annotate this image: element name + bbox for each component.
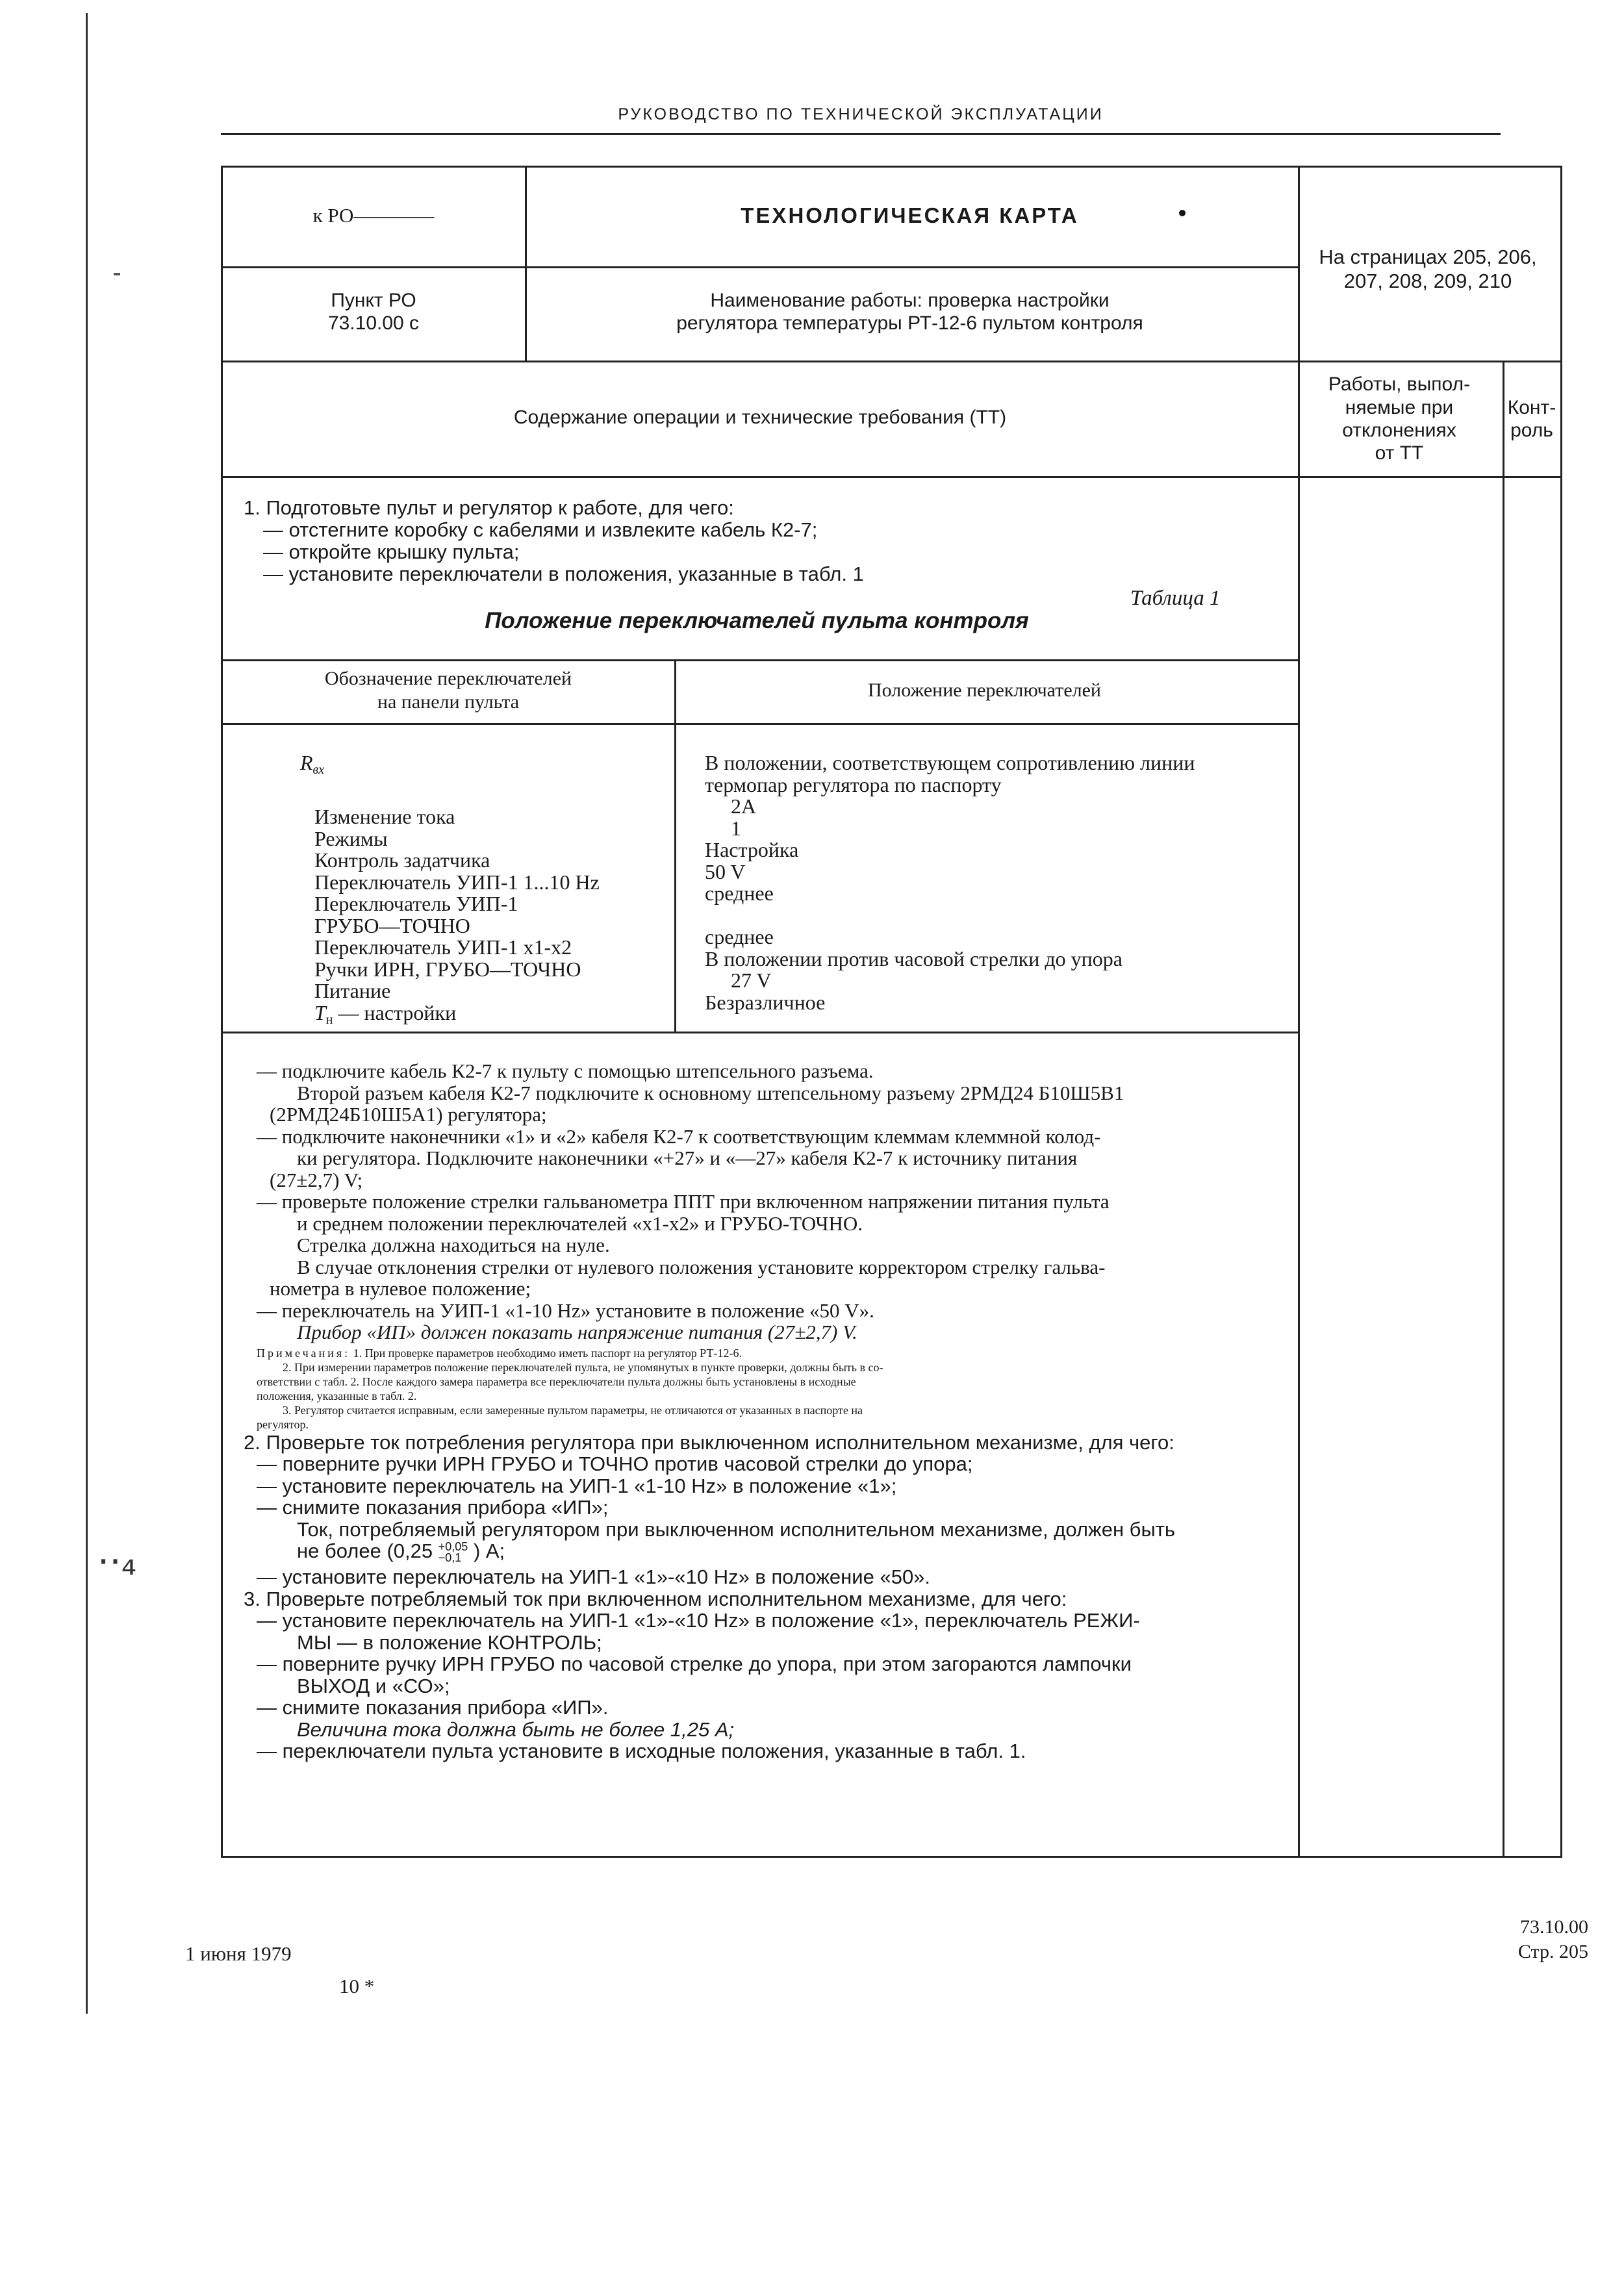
notes-block	[244, 1346, 1283, 1432]
table-row: ГРУБО—ТОЧНО	[314, 913, 470, 937]
header-line: отклонениях	[1342, 420, 1456, 441]
instruction-line: — установите переключатель на УИП-1 «1»-«10 Hz» в положение «1», переключатель РЕЖИ-	[257, 1609, 1140, 1632]
rbx-subscript: вх	[312, 763, 325, 777]
work-name	[525, 266, 1295, 357]
procedure-body	[244, 1060, 1283, 1762]
tn-label: — настройки	[333, 1000, 457, 1024]
table-row: Режимы	[314, 826, 388, 850]
section-heading: 2. Проверьте ток потребления регулятора при выключенном исполнительном механизме, для чего:	[244, 1430, 1174, 1454]
current-limit-unit: ) A;	[473, 1539, 505, 1562]
note-line: регулятор.	[257, 1417, 309, 1431]
table-switch-names	[300, 751, 664, 1027]
instruction-line: — установите переключатель на УИП-1 «1-10 Hz» в положение «1»;	[257, 1474, 897, 1497]
running-header: РУКОВОДСТВО ПО ТЕХНИЧЕСКОЙ ЭКСПЛУАТАЦИИ	[618, 105, 1104, 123]
grid-line	[1503, 362, 1504, 1856]
header-line: на панели пульта	[377, 690, 520, 713]
instruction-line: — установите переключатели в положения, указанные в табл. 1	[263, 563, 864, 585]
table-row: Контроль задатчика	[314, 848, 490, 872]
instruction-line: нометра в нулевое положение;	[270, 1277, 531, 1300]
table-row: Ручки ИРН, ГРУБО—ТОЧНО	[314, 957, 581, 981]
instruction-line: Второй разъем кабеля К2-7 подключите к основному штепсельному разъему 2РМД24 Б10Ш5В1	[297, 1081, 1124, 1104]
note-line: 3. Регулятор считается исправным, если замеренные пультом параметры, не отличаются от указанных в паспорте на	[283, 1403, 863, 1417]
current-limit-line	[244, 1540, 1283, 1566]
table-row	[300, 751, 664, 777]
work-name-line: регулятора температуры РТ-12-6 пультом контроля	[676, 312, 1143, 334]
tolerance-upper: +0,05	[438, 1539, 468, 1553]
instruction-line: (27±2,7) V;	[270, 1168, 363, 1191]
table-row: термопар регулятора по паспорту	[705, 772, 1002, 796]
pages-list: На страницах 205, 206, 207, 208, 209, 210	[1319, 246, 1537, 292]
current-limit-text: не более (0,25	[297, 1539, 433, 1562]
header-line: Обозначение переключателей	[324, 668, 572, 690]
instruction-line: — проверьте положение стрелки гальванометра ППТ при включенном напряжении питания пульта	[257, 1190, 1110, 1213]
header-line: от ТТ	[1375, 442, 1424, 464]
section-heading: 1. Подготовьте пульт и регулятор к работе, для чего:	[244, 496, 734, 519]
table-row: В положении против часовой стрелки до упора	[705, 946, 1123, 970]
instruction-line: — подключите кабель К2-7 к пульту с помощью штепсельного разъема.	[257, 1059, 874, 1082]
instruction-line: — снимите показания прибора «ИП».	[257, 1696, 609, 1719]
table-row: Переключатель УИП-1 1...10 Hz	[314, 870, 600, 894]
instruction-line: Прибор «ИП» должен показать напряжение питания (27±2,7) V.	[297, 1321, 857, 1343]
grid-line	[223, 476, 1562, 478]
section-1	[244, 497, 1270, 585]
ro-item	[224, 266, 523, 357]
instruction-line: В случае отклонения стрелки от нулевого положения установите корректором стрелку гальва-	[297, 1255, 1106, 1278]
work-name-line: Наименование работы: проверка настройки	[710, 289, 1110, 311]
binding-mark	[114, 273, 120, 275]
column-content-header: Содержание операции и технические требования (ТТ)	[513, 406, 1007, 428]
table-row: Безразличное	[705, 990, 826, 1014]
footer-sheet-number: 10 *	[339, 1975, 375, 1997]
note-1: 1. При проверке параметров необходимо иметь паспорт на регулятор РТ-12-6.	[350, 1346, 742, 1360]
table-row: 1	[731, 816, 741, 840]
table-col-designation	[224, 659, 672, 721]
instruction-line: ВЫХОД и «СО»;	[297, 1674, 450, 1697]
instruction-line: — переключатель на УИП-1 «1-10 Hz» установите в положение «50 V».	[257, 1299, 874, 1322]
note-line: ответствии с табл. 2. После каждого замера параметра все переключатели пульта должны быть установлены в исходные	[257, 1375, 856, 1388]
table-row: Питание	[314, 979, 391, 1002]
instruction-line: — подключите наконечники «1» и «2» кабеля К2-7 к соответствующим клеммам клеммной колод-	[257, 1124, 1101, 1148]
table-switch-positions	[705, 752, 1289, 1013]
instruction-line: МЫ — в положение КОНТРОЛЬ;	[297, 1630, 602, 1654]
tn-subscript: н	[325, 1012, 333, 1027]
tn-symbol: Т	[314, 1000, 326, 1024]
note-line: положения, указанные в табл. 2.	[257, 1389, 417, 1402]
grid-line	[223, 1032, 1298, 1033]
header-line: Конт-	[1507, 396, 1556, 418]
header-rule	[221, 133, 1501, 135]
footer-page-number: Стр. 205	[1517, 1941, 1588, 1962]
instruction-line: — отстегните коробку с кабелями и извлеките кабель К2-7;	[263, 518, 818, 541]
header-line: роль	[1510, 420, 1553, 441]
instruction-line: Величина тока должна быть не более 1,25 A;	[297, 1717, 735, 1741]
tolerance-lower: −0,1	[438, 1551, 462, 1564]
notes-label: Примечания:	[257, 1346, 351, 1360]
table-row	[300, 1000, 664, 1027]
table-row: Изменение тока	[314, 805, 455, 828]
table-row: Переключатель УИП-1	[314, 892, 518, 915]
table-row	[705, 905, 1289, 927]
tolerance	[438, 1541, 468, 1564]
table-row: среднее	[705, 925, 774, 948]
table-row: Переключатель УИП-1 x1-x2	[314, 935, 572, 959]
table-caption: Таблица 1	[1130, 587, 1221, 610]
ro-item-number: 73.10.00 с	[327, 312, 420, 334]
card-title: ТЕХНОЛОГИЧЕСКАЯ КАРТА	[741, 203, 1079, 228]
instruction-line: — откройте крышку пульта;	[263, 540, 520, 563]
table-row: 2A	[731, 794, 757, 818]
footer-date: 1 июня 1979	[185, 1942, 292, 1965]
column-deviations-header	[1298, 364, 1501, 474]
instruction-line: — поверните ручки ИРН ГРУБО и ТОЧНО против часовой стрелки до упора;	[257, 1452, 973, 1475]
table-col-position: Положение переключателей	[868, 679, 1101, 701]
grid-line	[223, 723, 1298, 725]
header-line: Работы, выпол-	[1328, 374, 1471, 396]
rbx-symbol: R	[300, 751, 313, 774]
ro-reference: к РО————	[312, 204, 435, 227]
instruction-line: (2РМД24Б10Ш5А1) регулятора;	[270, 1103, 547, 1126]
header-line: няемые при	[1345, 396, 1454, 418]
margin-handwritten-mark: ⋅⋅₄	[97, 1539, 137, 1584]
table-row: Настройка	[705, 838, 799, 861]
footer-doc-code: 73.10.00	[1520, 1916, 1588, 1938]
note-line: 2. При измерении параметров положение переключателей пульта, не упомянутых в пункте проверки, должны быть в со-	[283, 1360, 883, 1374]
column-control-header	[1503, 364, 1561, 474]
title-dot	[1179, 210, 1186, 216]
instruction-line: Ток, потребляемый регулятором при выключенном исполнительном механизме, должен быть	[297, 1517, 1176, 1541]
table-row: 27 V	[731, 969, 772, 992]
ro-item-label: Пункт РО	[331, 289, 416, 311]
section-heading: 3. Проверьте потребляемый ток при включенном исполнительном механизме, для чего:	[244, 1587, 1067, 1610]
table-row: 50 V	[705, 859, 746, 883]
instruction-line: — установите переключатель на УИП-1 «1»-«10 Hz» в положение «50».	[257, 1565, 931, 1588]
binding-line	[86, 13, 88, 2014]
footer-page-info	[1465, 1915, 1588, 1964]
instruction-line: — переключатели пульта установите в исходные положения, указанные в табл. 1.	[257, 1740, 1026, 1762]
table-row: В положении, соответствующем сопротивлению линии	[705, 751, 1195, 774]
table-row	[300, 774, 664, 796]
table-title: Положение переключателей пульта контроля	[485, 608, 1029, 633]
instruction-line: — снимите показания прибора «ИП»;	[257, 1496, 609, 1519]
instruction-line: и среднем положении переключателей «x1-x2» и ГРУБО-ТОЧНО.	[297, 1211, 863, 1235]
note-line	[257, 1346, 1283, 1360]
table-row: среднее	[705, 881, 774, 905]
instruction-line: — поверните ручку ИРН ГРУБО по часовой стрелке до упора, при этом загораются лампочки	[257, 1653, 1132, 1675]
instruction-line: Стрелка должна находиться на нуле.	[297, 1234, 610, 1256]
instruction-line: ки регулятора. Подключите наконечники «+27» и «—27» кабеля К2-7 к источнику питания	[297, 1146, 1078, 1169]
